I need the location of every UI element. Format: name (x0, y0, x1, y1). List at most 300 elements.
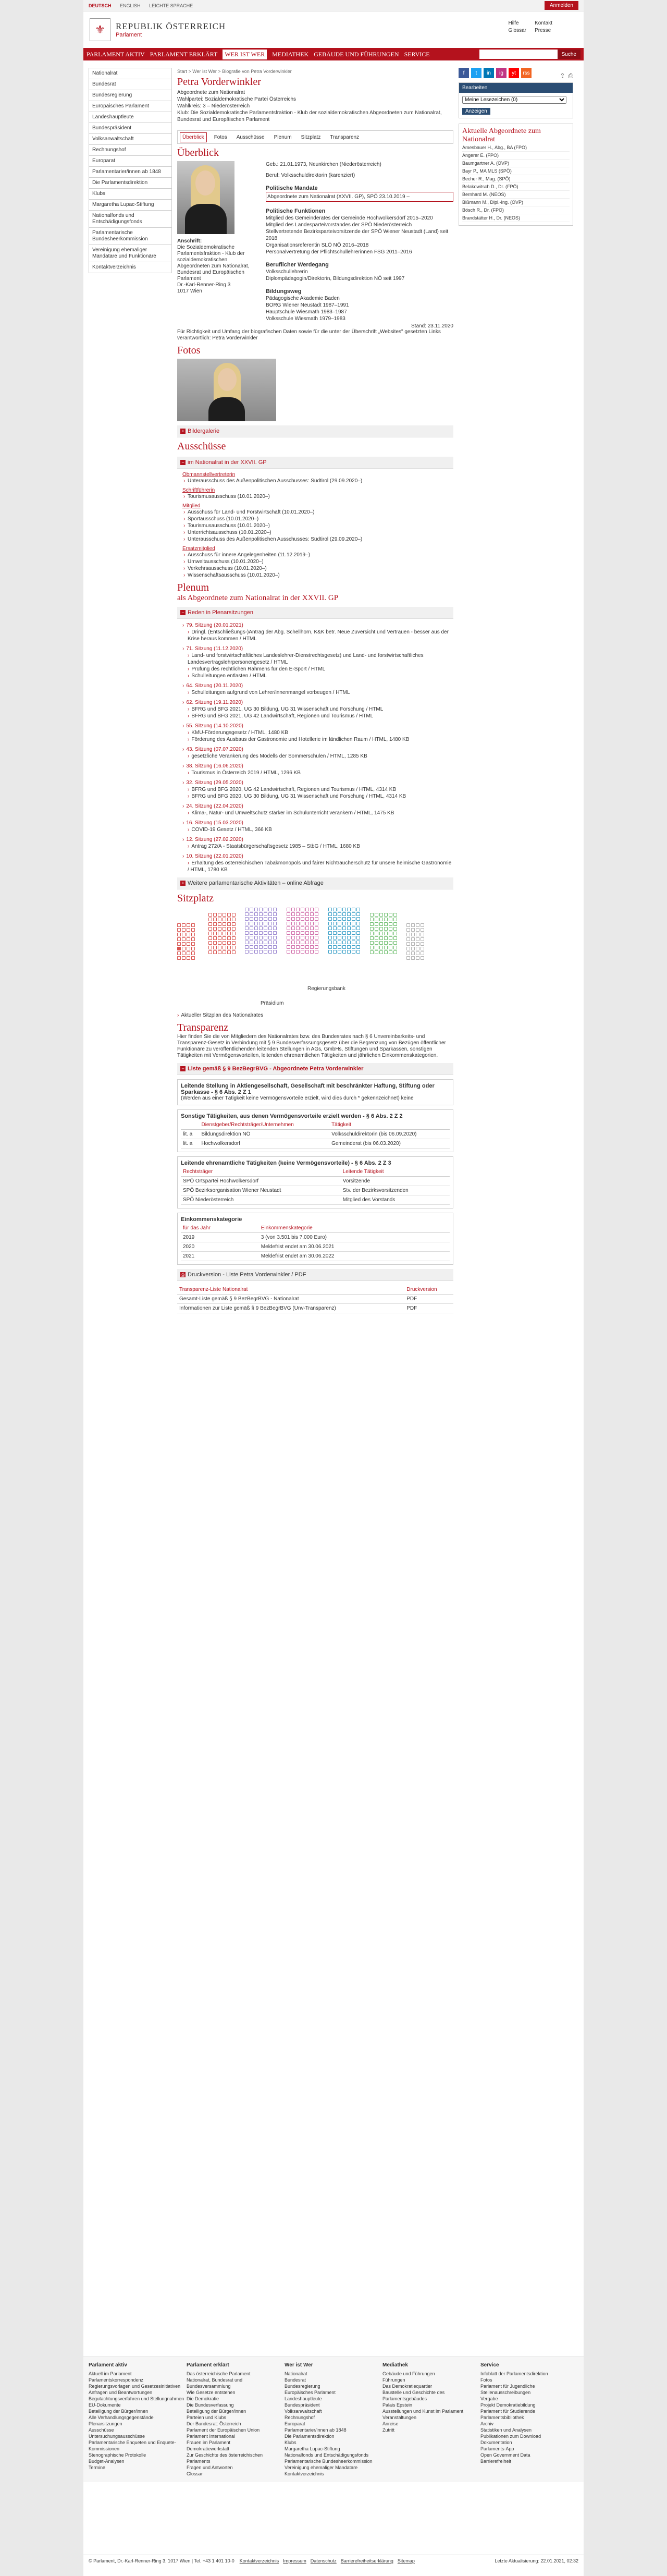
speech-item[interactable]: › BFRG und BFG 2021, UG 30 Bildung, UG 31 Wissenschaft und Forschung / HTML (188, 706, 453, 713)
speech-item[interactable]: › Prüfung des rechtlichen Rahmens für den E-Sport / HTML (188, 666, 453, 673)
tab-1[interactable]: Fotos (214, 134, 227, 140)
seat (315, 908, 318, 911)
footer-link[interactable]: Parlamentsbibliothek (480, 2415, 524, 2420)
table-cell: lit. a (181, 1130, 199, 1139)
gallery-link[interactable] (177, 425, 453, 437)
footer-link[interactable]: Stellenausschreibungen (480, 2390, 531, 2395)
seat (379, 927, 383, 931)
session-title[interactable]: › 24. Sitzung (22.04.2020) (182, 803, 453, 810)
seat (227, 941, 231, 945)
tab-2[interactable]: Ausschüsse (236, 134, 265, 140)
photos-heading: Fotos (177, 345, 201, 356)
footer-link[interactable]: Parteien und Klubs (187, 2415, 227, 2420)
footer-link[interactable]: EU-Dokumente (89, 2402, 121, 2408)
seat (182, 933, 186, 936)
contact-link[interactable]: Kontakt (535, 20, 552, 26)
footer-column-title[interactable]: Wer ist Wer (285, 2362, 313, 2368)
speech-item[interactable]: › BFRG und BFG 2020, UG 42 Landwirtschaft, Regionen und Tourismus / HTML, 4314 KB (188, 786, 453, 793)
seat (259, 912, 263, 916)
table-row (181, 1186, 450, 1195)
footer-link[interactable]: Vereinigung ehemaliger Mandatare (285, 2465, 358, 2470)
footer-link[interactable]: Europäisches Parlament (285, 2390, 336, 2395)
sidebar-item[interactable]: Kontaktverzeichnis (89, 262, 172, 273)
profession-info: Beruf: Volksschuldirektorin (karenziert) (266, 173, 355, 178)
responsibility-note: Für Richtigkeit und Umfang der biografischen Daten sowie für die unter der Überschrift „Websites" gesetzten Links verantwortlich: Petra Vorderwinkler (177, 329, 441, 341)
seat (250, 945, 253, 949)
footer-link[interactable]: Margaretha Lupac-Stiftung (285, 2446, 340, 2451)
seat (375, 946, 378, 949)
footer-column-title[interactable]: Parlament erklärt (187, 2362, 229, 2368)
footer-link[interactable]: Beteiligung der Bürger/innen (89, 2409, 149, 2414)
seat (379, 941, 383, 945)
sidebar-item[interactable]: Bundespräsident (89, 123, 172, 133)
speech-item[interactable]: › Klima-, Natur- und Umweltschutz stärker im Schulunterricht verankern / HTML, 1475 KB (188, 810, 453, 816)
seat (393, 913, 397, 917)
seat (250, 917, 253, 921)
speech-item[interactable]: › Schulleitungen entlasten / HTML (188, 673, 453, 679)
seat (254, 931, 258, 935)
sidebar-item[interactable]: Europarat (89, 155, 172, 166)
overview-heading: Überblick (177, 147, 219, 158)
seat (264, 945, 267, 949)
seat (182, 942, 186, 946)
gallery-photo[interactable] (177, 359, 276, 421)
seat (384, 950, 388, 954)
sidebar-item[interactable]: Klubs (89, 188, 172, 199)
footer-link[interactable]: Fotos (480, 2377, 492, 2383)
footer-link[interactable]: Ausstellungen und Kunst im Parlament (382, 2409, 464, 2414)
seat (245, 917, 249, 921)
seat (333, 912, 337, 916)
footer-link[interactable]: Führungen (382, 2377, 405, 2383)
footer-link[interactable]: Das Demokratiequartier (382, 2384, 433, 2389)
seat (338, 941, 341, 944)
table-header: Dienstgeber/Rechtsträger/Unternehmen (199, 1120, 329, 1130)
speech-item[interactable]: › Antrag 272/A - Staatsbürgerschaftsgesetz 1985 – StbG / HTML, 1680 KB (188, 843, 453, 850)
footer-link[interactable]: Ausschüsse (89, 2427, 114, 2433)
seat (333, 941, 337, 944)
speech-item[interactable]: › Tourismus in Österreich 2019 / HTML, 1296 KB (188, 770, 453, 776)
footer-link[interactable]: Termine (89, 2465, 106, 2470)
footer-bottom-link[interactable]: Barrierefreiheitserklärung (340, 2558, 393, 2563)
footer-bottom-link[interactable]: Impressum (283, 2558, 306, 2563)
seat (375, 941, 378, 945)
seat (393, 950, 397, 954)
seat (315, 941, 318, 944)
footer-link[interactable]: Begutachtungsverfahren und Stellungnahmen (89, 2396, 184, 2401)
sidebar-item[interactable]: Rechnungshof (89, 144, 172, 155)
footer-link[interactable]: Glossar (187, 2471, 203, 2476)
print-icon[interactable]: ⎙ (568, 72, 573, 79)
committee-item[interactable]: › Unterrichtsausschuss (10.01.2020–) (182, 529, 453, 536)
footer-link[interactable]: Frauen im Parlament (187, 2440, 231, 2445)
footer-column-title[interactable]: Parlament aktiv (89, 2362, 127, 2368)
footer-link[interactable]: Plenarsitzungen (89, 2421, 122, 2426)
seat-plan-link[interactable]: › Aktueller Sitzplan des Nationalrates (177, 1012, 453, 1019)
seat (356, 936, 360, 939)
footer-link[interactable]: Open Government Data (480, 2452, 530, 2458)
session-title[interactable]: › 55. Sitzung (14.10.2020) (182, 723, 453, 729)
sidebar-item[interactable]: Volksanwaltschaft (89, 133, 172, 144)
more-activities-link[interactable] (177, 877, 453, 889)
share-icon[interactable]: ⇪ (560, 72, 565, 79)
committee-item[interactable]: › Ausschuss für innere Angelegenheiten (11.12.2019–) (182, 552, 453, 558)
show-bookmarks-button[interactable]: Anzeigen (462, 108, 490, 115)
speech-item[interactable]: › Land- und forstwirtschaftliches Landeslehrer-Dienstrechtsgesetz) und Land- und forstwirtschaftliches Landesvertragslehrpersonengesetz / HTML (188, 652, 453, 666)
seat (347, 936, 351, 939)
footer-link[interactable]: Parlament der Europäischen Union (187, 2427, 260, 2433)
social-yt-icon[interactable]: yt (509, 68, 519, 78)
seat (254, 941, 258, 944)
presidium-label: Präsidium (261, 1000, 284, 1006)
education-title: Bildungsweg (266, 288, 302, 295)
footer-link[interactable]: Budget-Analysen (89, 2459, 125, 2464)
committee-item[interactable]: › Ausschuss für Land- und Forstwirtschaft (10.01.2020–) (182, 509, 453, 516)
seat (254, 912, 258, 916)
footer-link[interactable]: Archiv (480, 2421, 494, 2426)
social-t-icon[interactable]: t (471, 68, 481, 78)
nav-wer-ist-wer[interactable]: WER IST WER (223, 50, 267, 59)
footer-link[interactable]: Gebäude und Führungen (382, 2371, 435, 2376)
footer-link[interactable]: Anreise (382, 2421, 399, 2426)
footer-link[interactable]: Klubs (285, 2440, 297, 2445)
footer-link[interactable]: Nationalrat, Bundesrat und Bundesversammlung (187, 2377, 243, 2389)
seat (223, 927, 226, 931)
session-title[interactable]: › 38. Sitzung (16.06.2020) (182, 763, 453, 770)
seat (268, 926, 272, 930)
seat (406, 951, 410, 955)
seat (273, 950, 277, 954)
logo[interactable] (90, 18, 226, 41)
seat (259, 950, 263, 954)
footer-link[interactable]: Anfragen und Beantwortungen (89, 2390, 153, 2395)
sidebar-item[interactable]: Nationalrat (89, 68, 172, 79)
committee-group (182, 472, 453, 484)
seat (245, 912, 249, 916)
seat (208, 927, 212, 931)
footer-link[interactable]: Demokratiewerkstatt (187, 2446, 230, 2451)
sidebar-item[interactable]: Margaretha Lupac-Stiftung (89, 199, 172, 210)
speeches-toggle[interactable] (177, 607, 453, 619)
seat (328, 912, 332, 916)
speech-item[interactable]: › KMU-Förderungsgesetz / HTML, 1480 KB (188, 729, 453, 736)
seat (356, 945, 360, 949)
table-cell: SPÖ Ortspartei Hochwolkersdorf (181, 1177, 341, 1186)
seat (328, 922, 332, 925)
search-button[interactable]: Suche (558, 50, 580, 59)
seat (328, 908, 332, 911)
footer-link[interactable]: Bundesregierung (285, 2384, 320, 2389)
seat (245, 950, 249, 954)
nav-service[interactable]: SERVICE (404, 50, 430, 58)
seat (264, 931, 267, 935)
committee-item[interactable]: › Unterausschuss des Außenpolitischen Ausschusses: Südtirol (29.09.2020–) (182, 478, 453, 484)
seat (187, 928, 190, 932)
seat (182, 937, 186, 941)
committee-item[interactable]: › Verkehrsausschuss (10.01.2020–) (182, 565, 453, 572)
seat (384, 922, 388, 926)
nav-mediathek[interactable]: MEDIATHEK (272, 50, 309, 58)
committee-item[interactable]: › Sportausschuss (10.01.2020–) (182, 516, 453, 522)
gp-toggle[interactable] (177, 457, 453, 469)
footer-link[interactable]: Veranstaltungen (382, 2415, 417, 2420)
footer-link[interactable]: Baustelle und Geschichte des Parlamentsgebäudes (382, 2390, 445, 2401)
table-cell: Vorsitzende (341, 1177, 450, 1186)
seat (245, 931, 249, 935)
speeches-label: Reden in Plenarsitzungen (188, 609, 253, 616)
footer-link[interactable]: Nationalfonds und Entschädigungsfonds (285, 2452, 369, 2458)
footer-link[interactable]: Publikationen zum Download (480, 2434, 541, 2439)
footer-link[interactable]: Fragen und Antworten (187, 2465, 233, 2470)
footer-link[interactable]: Barrierefreiheit (480, 2459, 512, 2464)
session-title[interactable]: › 62. Sitzung (19.11.2020) (182, 699, 453, 706)
footer-bottom-link[interactable]: Kontaktverzeichnis (239, 2558, 279, 2563)
seat (379, 918, 383, 921)
footer-link[interactable]: Regierungsvorlagen und Gesetzesinitiativen (89, 2384, 181, 2389)
social-rss-icon[interactable]: rss (521, 68, 532, 78)
seat (250, 941, 253, 944)
lang-en[interactable]: ENGLISH (120, 3, 141, 8)
footer-link[interactable]: Dokumentation (480, 2440, 512, 2445)
footer-link[interactable]: Europarat (285, 2421, 305, 2426)
seat (227, 936, 231, 940)
seat (305, 926, 309, 930)
committee-group (182, 503, 453, 543)
seat (347, 922, 351, 925)
session-title[interactable]: › 79. Sitzung (20.01.2021) (182, 622, 453, 629)
table-row (181, 1130, 450, 1139)
print-version-link[interactable] (177, 1269, 453, 1281)
footer-link[interactable]: Zutritt (382, 2427, 395, 2433)
seat (254, 945, 258, 949)
footer-bottom-link[interactable]: Sitemap (397, 2558, 415, 2563)
member-item[interactable]: Baumgartner A. (ÖVP) (462, 160, 570, 167)
speech-item[interactable]: › Erhaltung des österreichischen Tabakmonopols und fairer Nichtraucherschutz für unsere heimische Gastronomie / HTML, 1780 KB (188, 860, 453, 873)
plus-icon: + (180, 881, 186, 886)
seat (213, 936, 217, 940)
seat (389, 941, 392, 945)
footer-link[interactable]: Aktuell im Parlament (89, 2371, 132, 2376)
seat (259, 945, 263, 949)
footer-link[interactable]: Beteiligung der Bürger/innen (187, 2409, 246, 2414)
footer-link[interactable]: Parlaments-App (480, 2446, 514, 2451)
social-f-icon[interactable]: f (459, 68, 469, 78)
session-title[interactable]: › 64. Sitzung (20.11.2020) (182, 682, 453, 689)
committee-item[interactable]: › Tourismusausschuss (10.01.2020–) (182, 493, 453, 500)
seat (187, 933, 190, 936)
sidebar-item[interactable]: Landeshauptleute (89, 112, 172, 123)
sidebar-item[interactable]: Vereinigung ehemaliger Mandatare und Funktionäre (89, 245, 172, 262)
footer-link[interactable]: Statistiken und Analysen (480, 2427, 532, 2433)
bookmark-select[interactable] (462, 96, 566, 104)
footer-link[interactable]: Wie Gesetze entstehen (187, 2390, 236, 2395)
seat (384, 946, 388, 949)
seat (389, 946, 392, 949)
leading-position-title: Leitende Stellung in Aktiengesellschaft, Gesellschaft mit beschränkter Haftung, Stiftung oder Sparkasse - § 6 Abs. 2 Z 1 (181, 1083, 435, 1095)
footer-link[interactable]: Zur Geschichte des österreichischen Parlaments (187, 2452, 263, 2464)
lang-de[interactable]: DEUTSCH (89, 3, 112, 8)
seat (375, 936, 378, 940)
speech-item[interactable]: › Dringl. (Entschließungs-)Antrag der Abg. Schellhorn, K&K betr. Neue Zuversicht und Vertrauen - besser aus der Krise heraus kommen / HTML (188, 629, 453, 642)
member-item[interactable]: Bayr P., MA MLS (SPÖ) (462, 167, 570, 175)
sidebar-item[interactable]: Parlamentarische Bundesheerkommission (89, 227, 172, 245)
speech-item[interactable]: › Schulleitungen aufgrund von Lehrer/innenmangel vorbeugen / HTML (188, 689, 453, 696)
footer-link[interactable]: Die Parlamentsdirektion (285, 2434, 335, 2439)
seat (333, 950, 337, 954)
list-toggle[interactable] (177, 1063, 453, 1075)
seat (191, 951, 195, 955)
footer-link[interactable]: Parlament International (187, 2434, 236, 2439)
footer-link[interactable]: Alle Verhandlungsgegenstände (89, 2415, 154, 2420)
footer-link[interactable]: Bundesrat (285, 2377, 306, 2383)
footer-link[interactable]: Stenographische Protokolle (89, 2452, 146, 2458)
pol_funktionen-item: Mitglied des Gemeinderates der Gemeinde Hochwolkersdorf 2015–2020 (266, 215, 433, 221)
tab-3[interactable]: Plenum (274, 134, 292, 140)
seat (301, 908, 304, 911)
member-item[interactable]: Angerer E. (FPÖ) (462, 152, 570, 160)
session-title[interactable]: › 43. Sitzung (07.07.2020) (182, 746, 453, 753)
sidebar-item[interactable]: Bundesregierung (89, 90, 172, 101)
seat (338, 931, 341, 935)
speech-item[interactable]: › gesetzliche Verankerung des Modells der Sommerschulen / HTML, 1285 KB (188, 753, 453, 760)
footer-link[interactable]: Parlamentarische Enqueten und Enquete-Kommissionen (89, 2440, 176, 2451)
seat (273, 941, 277, 944)
committee-item[interactable]: › Unterausschuss des Außenpolitischen Ausschusses: Südtirol (29.09.2020–) (182, 536, 453, 543)
footer-link[interactable]: Kontaktverzeichnis (285, 2471, 324, 2476)
seat (268, 922, 272, 925)
footer-link[interactable]: Landeshauptleute (285, 2396, 322, 2401)
seat (187, 951, 190, 955)
social-in-icon[interactable]: in (484, 68, 494, 78)
seat (356, 908, 360, 911)
footer-link[interactable]: Untersuchungsausschüsse (89, 2434, 145, 2439)
footer-column-title[interactable]: Mediathek (382, 2362, 408, 2368)
footer-link[interactable]: Parlamentskorrespondenz (89, 2377, 144, 2383)
speech-item[interactable]: › COVID-19 Gesetz / HTML, 366 KB (188, 826, 453, 833)
search-input[interactable] (479, 50, 558, 59)
committee-item[interactable]: › Tourismusausschuss (10.01.2020–) (182, 522, 453, 529)
committee-item[interactable]: › Wissenschaftsausschuss (10.01.2020–) (182, 572, 453, 579)
footer-link[interactable]: Die Bundesverfassung (187, 2402, 234, 2408)
footer-column-title[interactable]: Service (480, 2362, 499, 2368)
footer (83, 2357, 584, 2482)
member-item[interactable]: Brandstätter H., Dr. (NEOS) (462, 214, 570, 222)
seat (301, 922, 304, 925)
footer-link[interactable]: Volksanwaltschaft (285, 2409, 322, 2414)
login-button[interactable]: Anmelden (545, 1, 578, 10)
footer-link[interactable]: Der Bundesrat: Österreich (187, 2421, 241, 2426)
footer-link[interactable]: Das österreichische Parlament (187, 2371, 251, 2376)
sidebar-item[interactable]: Nationalfonds und Entschädigungsfonds (89, 210, 172, 227)
footer-link[interactable]: Vergabe (480, 2396, 498, 2401)
speech-item[interactable]: › Förderung des Ausbaus der Gastronomie und Hotellerie im ländlichen Raum / HTML, 1480 KB (188, 736, 453, 743)
seat (232, 918, 236, 921)
seat (208, 932, 212, 935)
gallery-link-label: Bildergalerie (188, 428, 220, 434)
footer-link[interactable]: Rechnungshof (285, 2415, 315, 2420)
portrait-photo[interactable] (177, 161, 234, 234)
footer-link[interactable]: Infoblatt der Parlamentsdirektion (480, 2371, 548, 2376)
footer-link[interactable]: Die Demokratie (187, 2396, 219, 2401)
footer-bottom-link[interactable]: Datenschutz (310, 2558, 337, 2563)
footer-link[interactable]: Parlament für Studierende (480, 2409, 536, 2414)
seat (177, 951, 181, 955)
seat (287, 908, 290, 911)
sidebar-item[interactable]: Europäisches Parlament (89, 101, 172, 112)
seat (338, 917, 341, 921)
more-activities-label: Weitere parlamentarische Aktivitäten – online Abfrage (188, 880, 324, 886)
footer-link[interactable]: Parlament für Jugendliche (480, 2384, 535, 2389)
income-box (177, 1213, 453, 1265)
seat (245, 936, 249, 939)
footer-link[interactable]: Palais Epstein (382, 2402, 413, 2408)
social-ig-icon[interactable]: ig (496, 68, 507, 78)
seat (315, 950, 318, 954)
seat (389, 950, 392, 954)
seat (328, 926, 332, 930)
session-title[interactable]: › 16. Sitzung (15.03.2020) (182, 820, 453, 826)
seat (310, 912, 314, 916)
member-item[interactable]: Bösch R., Dr. (FPÖ) (462, 206, 570, 214)
seat (213, 941, 217, 945)
session-title[interactable]: › 10. Sitzung (22.01.2020) (182, 853, 453, 860)
seat (347, 908, 351, 911)
tab-0[interactable]: Überblick (180, 132, 207, 142)
sidebar-item[interactable]: Die Parlamentsdirektion (89, 177, 172, 188)
seat (379, 946, 383, 949)
sidebar-item[interactable]: Parlamentarier/innen ab 1848 (89, 166, 172, 177)
session-title[interactable]: › 32. Sitzung (29.05.2020) (182, 779, 453, 786)
speech-item[interactable]: › BFRG und BFG 2020, UG 30 Bildung, UG 31 Wissenschaft und Forschung / HTML, 4314 KB (188, 793, 453, 800)
help-link[interactable]: Hilfe (508, 20, 519, 26)
committee-role: Ersatzmitglied (182, 546, 215, 552)
tab-4[interactable]: Sitzplatz (301, 134, 321, 140)
session-title[interactable]: › 71. Sitzung (11.12.2020) (182, 645, 453, 652)
footer-link[interactable]: Parlamentarier/innen ab 1848 (285, 2427, 347, 2433)
seat (250, 922, 253, 925)
tab-5[interactable]: Transparenz (330, 134, 360, 140)
press-link[interactable]: Presse (535, 28, 551, 33)
member-item[interactable]: Belakowitsch D., Dr. (FPÖ) (462, 183, 570, 191)
member-item[interactable]: Becher R., Mag. (SPÖ) (462, 175, 570, 183)
footer-link[interactable]: Nationalrat (285, 2371, 307, 2376)
member-item[interactable]: Bißmann M., Dipl.-Ing. (ÖVP) (462, 199, 570, 206)
glossary-link[interactable]: Glossar (508, 28, 526, 33)
seat (223, 918, 226, 921)
lang-easy[interactable]: LEICHTE SPRACHE (149, 3, 193, 8)
footer-link[interactable]: Bundespräsident (285, 2402, 320, 2408)
seat (232, 950, 236, 954)
footer-link[interactable]: Projekt Demokratiebildung (480, 2402, 536, 2408)
footer-link[interactable]: Parlamentarische Bundesheerkommission (285, 2459, 373, 2464)
seat (273, 936, 277, 939)
nav-parlament-aktiv[interactable]: PARLAMENT AKTIV (87, 50, 145, 58)
seat-block (245, 908, 277, 954)
nav-gebaeude[interactable]: GEBÄUDE UND FÜHRUNGEN (314, 50, 399, 58)
member-item[interactable]: Bernhard M. (NEOS) (462, 191, 570, 199)
person-meta-line: Klub: Die Sozialdemokratische Parlamentsfraktion - Klub der sozialdemokratischen Abgeordneten zum Nationalrat, Bundesrat und Europäischen Parlament (177, 110, 442, 123)
sidebar-item[interactable]: Bundesrat (89, 79, 172, 90)
seat (416, 933, 419, 936)
member-item[interactable]: Amesbauer H., Abg., BA (FPÖ) (462, 144, 570, 152)
seat (370, 927, 374, 931)
speech-item[interactable]: › BFRG und BFG 2021, UG 42 Landwirtschaft, Regionen und Tourismus / HTML (188, 713, 453, 719)
seat (273, 945, 277, 949)
nav-parlament-erklaert[interactable]: PARLAMENT ERKLÄRT (150, 50, 218, 58)
committee-item[interactable]: › Umweltausschuss (10.01.2020–) (182, 558, 453, 565)
seat (287, 950, 290, 954)
session-title[interactable]: › 12. Sitzung (27.02.2020) (182, 836, 453, 843)
